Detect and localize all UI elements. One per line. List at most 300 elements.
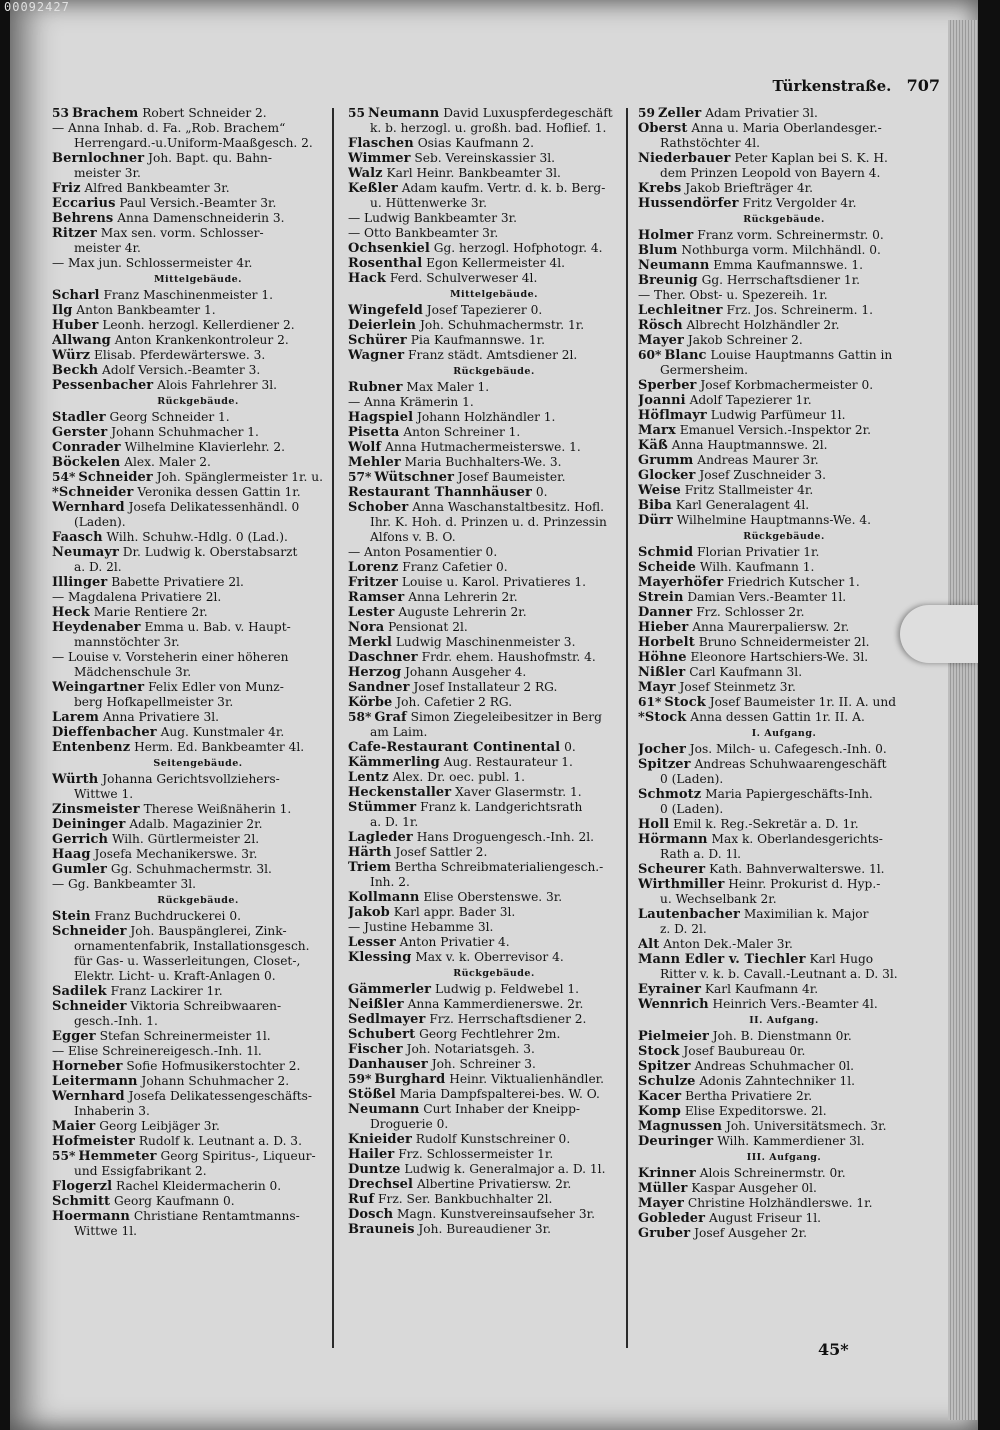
entry-details: Josefa Delikatessengeschäfts- (128, 1089, 313, 1103)
directory-entry (52, 740, 344, 755)
directory-entry (52, 1164, 344, 1179)
entry-details: Max Maler 1. (406, 380, 490, 394)
entry-details: Hans Droguengesch.-Inh. 2l. (416, 830, 594, 844)
directory-entry (52, 196, 344, 211)
entry-details: — Anna Krämerin 1. (348, 395, 474, 409)
directory-entry (52, 560, 344, 575)
directory-entry (638, 635, 930, 650)
directory-entry (52, 847, 344, 862)
entry-details: Germersheim. (660, 363, 749, 377)
resident-name: Schmotz (638, 787, 702, 802)
entry-details: Jos. Milch- u. Cafegesch.-Inh. 0. (689, 742, 887, 756)
resident-name: Höhne (638, 650, 687, 665)
directory-entry (348, 830, 640, 845)
directory-entry (52, 1149, 344, 1164)
entry-details: Anna Hauptmannswe. 2l. (671, 438, 828, 452)
entry-details: Paul Versich.-Beamter 3r. (119, 196, 277, 210)
directory-entry (638, 545, 930, 560)
entry-details: Friedrich Kutscher 1. (727, 575, 860, 589)
entry-details: Albertine Privatiersw. 2r. (416, 1177, 572, 1191)
house-number: 57* (348, 470, 372, 484)
resident-name: Wennrich (638, 997, 709, 1012)
directory-entry (348, 935, 640, 950)
directory-entry (638, 423, 930, 438)
entry-details: Ludwig k. Generalmajor a. D. 1l. (404, 1162, 606, 1176)
directory-entry (348, 333, 640, 348)
resident-name: Lentz (348, 770, 389, 785)
directory-entry (348, 1147, 640, 1162)
entry-details: Gg. Herrschaftsdiener 1r. (701, 273, 861, 287)
resident-name: Grumm (638, 453, 694, 468)
entry-details: Franz Buchdruckerei 0. (94, 909, 241, 923)
resident-name: Schubert (348, 1027, 416, 1042)
resident-name: Hörmann (638, 832, 708, 847)
directory-entry (348, 997, 640, 1012)
directory-entry (52, 635, 344, 650)
entry-details: dem Prinzen Leopold von Bayern 4. (660, 166, 881, 180)
resident-name: Friz (52, 181, 81, 196)
entry-details: Josef Sattler 2. (395, 845, 488, 859)
directory-entry (638, 847, 930, 862)
directory-entry (638, 258, 930, 273)
directory-entry (638, 982, 930, 997)
directory-entry (348, 725, 640, 740)
resident-name: Hoermann (52, 1209, 130, 1224)
resident-name: Merkl (348, 635, 392, 650)
house-number: 54* (52, 470, 76, 484)
entry-details: Elisab. Pferdewärterswe. 3. (94, 348, 266, 362)
entry-details: Heinrich Vers.-Beamter 4l. (712, 997, 878, 1011)
resident-name: Beckh (52, 363, 99, 378)
directory-entry (52, 605, 344, 620)
resident-name: Mehler (348, 455, 401, 470)
entry-details: Inh. 2. (370, 875, 410, 889)
directory-entry (52, 363, 344, 378)
resident-name: Nißler (638, 665, 686, 680)
resident-name: Knieider (348, 1132, 412, 1147)
directory-entry (52, 1059, 344, 1074)
resident-name: Blum (638, 243, 678, 258)
resident-name: Hagspiel (348, 410, 414, 425)
entry-details: Rachel Kleidermacherin 0. (116, 1179, 282, 1193)
entry-details: meister 4r. (74, 241, 141, 255)
directory-entry (52, 211, 344, 226)
resident-name: Wernhard (52, 500, 125, 515)
resident-name: Biba (638, 498, 672, 513)
directory-entry (348, 815, 640, 830)
section-heading: Seitengebäude. (153, 758, 243, 769)
directory-entry (52, 1104, 344, 1119)
directory-entry (638, 937, 930, 952)
entry-details: — Ludwig Bankbeamter 3r. (348, 211, 518, 225)
entry-details: Adolf Tapezierer 1r. (689, 393, 812, 407)
resident-name: Maier (52, 1119, 96, 1134)
entry-details: Robert Schneider 2. (142, 106, 267, 120)
resident-name: Neumann (638, 258, 710, 273)
entry-details: Bertha Schreibmaterialiengesch.- (394, 860, 604, 874)
directory-entry (52, 939, 344, 954)
directory-entry (52, 969, 344, 984)
entry-details: Auguste Lehrerin 2r. (398, 605, 527, 619)
directory-entry (52, 650, 344, 665)
entry-details: Veronika dessen Gattin 1r. (137, 485, 301, 499)
entry-details: Joh. Universitätsmech. 3r. (725, 1119, 887, 1133)
entry-details: Joh. Cafetier 2 RG. (396, 695, 513, 709)
directory-entry (638, 468, 930, 483)
directory-entry (348, 680, 640, 695)
entry-details: Heinr. Prokurist d. Hyp.- (728, 877, 881, 891)
resident-name: Gämmerler (348, 982, 432, 997)
entry-details: Josef Zuschneider 3. (699, 468, 826, 482)
entry-details: Anna Damenschneiderin 3. (117, 211, 285, 225)
entry-details: Ludwig p. Feldwebel 1. (435, 982, 580, 996)
entry-details: Josef Baumeister. (457, 470, 566, 484)
resident-name: Jocher (638, 742, 686, 757)
resident-name: Rosenthal (348, 256, 423, 271)
resident-name: Schmid (638, 545, 694, 560)
resident-name: Wernhard (52, 1089, 125, 1104)
house-number: 60* (638, 348, 662, 362)
resident-name: Marx (638, 423, 676, 438)
directory-entry (638, 997, 930, 1012)
column-3 (638, 106, 930, 1241)
resident-name: Gerrich (52, 832, 109, 847)
resident-name: Faasch (52, 530, 103, 545)
entry-details: Inhaberin 3. (74, 1104, 150, 1118)
entry-details: Anton Dek.-Maler 3r. (663, 937, 793, 951)
entry-details: Therese Weißnäherin 1. (143, 802, 292, 816)
resident-name: Deierlein (348, 318, 417, 333)
section-heading: Mittelgebäude. (450, 289, 538, 300)
entry-details: Ritter v. k. b. Cavall.-Leutnant a. D. 3l. (660, 967, 898, 981)
directory-entry (348, 136, 640, 151)
entry-details: Andreas Schuhmacher 0l. (694, 1059, 855, 1073)
entry-details: Karl Kaufmann 4r. (704, 982, 819, 996)
entry-details: Ludwig Parfümeur 1l. (710, 408, 846, 422)
entry-details: Joh. B. Dienstmann 0r. (712, 1029, 852, 1043)
directory-entry (52, 1014, 344, 1029)
entry-details: Anton Privatier 4. (399, 935, 510, 949)
entry-details: Jakob Briefträger 4r. (685, 181, 813, 195)
resident-name: Würth (52, 772, 99, 787)
entry-details: Dr. Ludwig k. Oberstabsarzt (122, 545, 298, 559)
column-1 (52, 106, 344, 1239)
resident-name: Zinsmeister (52, 802, 140, 817)
entry-details: Aug. Kunstmaler 4r. (160, 725, 285, 739)
directory-entry (348, 1192, 640, 1207)
entry-details: Anna dessen Gattin 1r. II. A. (690, 710, 865, 724)
entry-details: Franz Maschinenmeister 1. (103, 288, 273, 302)
entry-details: meister 3r. (74, 166, 141, 180)
entry-details: Josef Ausgeher 2r. (694, 1226, 807, 1240)
entry-details: für Gas- u. Wasserleitungen, Closet-, (74, 954, 301, 968)
section-heading: Rückgebäude. (157, 895, 239, 906)
directory-entry (52, 425, 344, 440)
entry-details: am Laim. (370, 725, 428, 739)
entry-details: Anna Privatiere 3l. (102, 710, 219, 724)
entry-details: Wilh. Schuhw.-Hdlg. 0 (Lad.). (106, 530, 288, 544)
directory-entry (638, 1029, 930, 1044)
resident-name: Lesser (348, 935, 396, 950)
section-heading: Rückgebäude. (743, 214, 825, 225)
section-heading: II. Aufgang. (749, 1015, 819, 1026)
entry-details: z. D. 2l. (660, 922, 707, 936)
resident-name: Neumann (367, 106, 440, 121)
directory-entry (638, 1119, 930, 1134)
directory-entry (52, 136, 344, 151)
directory-entry (348, 241, 640, 256)
resident-name: *Schneider (52, 485, 134, 500)
entry-details: Bertha Privatiere 2r. (685, 1089, 813, 1103)
entry-details: Josef Baubureau 0r. (683, 1044, 806, 1058)
resident-name: Sperber (638, 378, 697, 393)
directory-entry (348, 665, 640, 680)
entry-details: Georg Fechtlehrer 2m. (419, 1027, 561, 1041)
directory-entry (638, 560, 930, 575)
directory-entry (52, 226, 344, 241)
entry-details: k. b. herzogl. u. großh. bad. Hoflief. 1. (370, 121, 607, 135)
entry-details: Elise Oberstenswe. 3r. (423, 890, 563, 904)
directory-entry (638, 772, 930, 787)
entry-details: Egon Kellermeister 4l. (426, 256, 565, 270)
resident-name: Breunig (638, 273, 698, 288)
entry-details: Felix Edler von Munz- (148, 680, 284, 694)
directory-entry (348, 1057, 640, 1072)
directory-entry (638, 742, 930, 757)
resident-name: Weingartner (52, 680, 145, 695)
resident-name: Fischer (348, 1042, 403, 1057)
directory-entry (52, 695, 344, 710)
directory-entry (348, 1012, 640, 1027)
entry-details: Herrengard.-u.Uniform-Maaßgesch. 2. (74, 136, 313, 150)
resident-name: Hailer (348, 1147, 395, 1162)
directory-entry (52, 303, 344, 318)
entry-details: 0. (564, 740, 576, 754)
directory-entry (52, 710, 344, 725)
resident-name: Schneider (52, 924, 127, 939)
entry-details: Anna Kammerdienerswe. 2r. (407, 997, 584, 1011)
entry-details: Magn. Kunstvereinsaufseher 3r. (397, 1207, 595, 1221)
resident-name: Krebs (638, 181, 682, 196)
resident-name: Oberst (638, 121, 688, 136)
entry-details: Fritz Stallmeister 4r. (684, 483, 814, 497)
directory-entry (52, 590, 344, 605)
resident-name: Strein (638, 590, 684, 605)
directory-entry (348, 151, 640, 166)
house-number: 53 (52, 106, 69, 120)
directory-entry (52, 1074, 344, 1089)
resident-name: Scheurer (638, 862, 706, 877)
resident-name: Wimmer (348, 151, 411, 166)
entry-details: a. D. 1r. (370, 815, 419, 829)
directory-entry (348, 318, 640, 333)
directory-entry (638, 228, 930, 243)
resident-name: Mayr (638, 680, 676, 695)
entry-details: Johann Ausgeher 4. (405, 665, 527, 679)
house-number: 61* (638, 695, 662, 709)
entry-details: 0. (535, 485, 548, 499)
entry-details: Emil k. Reg.-Sekretär a. D. 1r. (673, 817, 859, 831)
directory-entry (638, 303, 930, 318)
directory-entry (638, 757, 930, 772)
entry-details: Adonis Zahntechniker 1l. (699, 1074, 855, 1088)
resident-name: Lechleitner (638, 303, 723, 318)
entry-details: und Essigfabrikant 2. (74, 1164, 207, 1178)
entry-details: Anna Maurerpaliersw. 2r. (692, 620, 850, 634)
resident-name: Mayerhöfer (638, 575, 724, 590)
house-number: 59* (348, 1072, 372, 1086)
entry-details: — Otto Bankbeamter 3r. (348, 226, 499, 240)
resident-name: Gerster (52, 425, 108, 440)
resident-name: Deininger (52, 817, 126, 832)
entry-details: Leonh. herzogl. Kellerdiener 2. (102, 318, 295, 332)
directory-entry (348, 226, 640, 241)
entry-details: Curt Inhaber der Kneipp- (423, 1102, 581, 1116)
entry-details: Droguerie 0. (370, 1117, 449, 1131)
entry-details: Damian Vers.-Beamter 1l. (687, 590, 847, 604)
directory-entry (348, 635, 640, 650)
directory-entry (638, 862, 930, 877)
directory-entry (348, 605, 640, 620)
directory-entry (638, 151, 930, 166)
entry-details: Joh. Bauspänglerei, Zink- (130, 924, 287, 938)
directory-entry (348, 890, 640, 905)
resident-name: Nora (348, 620, 385, 635)
directory-entry (348, 740, 640, 755)
resident-name: Huber (52, 318, 99, 333)
directory-entry (348, 425, 640, 440)
directory-entry (348, 530, 640, 545)
resident-name: Heck (52, 605, 90, 620)
directory-entry (638, 483, 930, 498)
resident-name: Schneider (52, 999, 127, 1014)
resident-name: Niederbauer (638, 151, 731, 166)
directory-entry (52, 500, 344, 515)
directory-entry (348, 785, 640, 800)
entry-details: Frz. Schlosser 2r. (696, 605, 805, 619)
entry-details: — Anna Inhab. d. Fa. „Rob. Brachem“ (52, 121, 286, 135)
resident-name: Klessing (348, 950, 412, 965)
street-name: Türkenstraße. (772, 77, 892, 95)
entry-details: Carl Kaufmann 3l. (689, 665, 803, 679)
section-heading: Rückgebäude. (453, 366, 535, 377)
resident-name: Mann Edler v. Tiechler (638, 952, 806, 967)
resident-name: Zeller (657, 106, 702, 121)
directory-entry (638, 787, 930, 802)
entry-details: Gg. herzogl. Hofphotogr. 4. (433, 241, 603, 255)
entry-details: Alfons v. B. O. (370, 530, 456, 544)
resident-name: Pisetta (348, 425, 400, 440)
resident-name: Rösch (638, 318, 683, 333)
entry-details: Franz Cafetier 0. (402, 560, 508, 574)
directory-entry (638, 967, 930, 982)
resident-name: Stock (664, 695, 706, 710)
directory-entry (52, 862, 344, 877)
entry-details: Georg Schneider 1. (109, 410, 230, 424)
entry-details: Franz städt. Amtsdiener 2l. (408, 348, 578, 362)
entry-details: Aug. Restaurateur 1. (443, 755, 573, 769)
entry-details: Frz. Jos. Schreinerm. 1. (726, 303, 873, 317)
resident-name: Mayer (638, 1196, 684, 1211)
directory-entry (52, 832, 344, 847)
entry-details: Joh. Notariatsgeh. 3. (406, 1042, 535, 1056)
directory-entry (52, 1044, 344, 1059)
entry-details: Josef Baumeister 1r. II. A. und (709, 695, 897, 709)
entry-details: Alois Fahrlehrer 3l. (157, 378, 277, 392)
resident-name: Duntze (348, 1162, 401, 1177)
directory-entry (348, 920, 640, 935)
directory-entry (348, 545, 640, 560)
column-2 (348, 106, 640, 1237)
entry-details: Elektr. Licht- u. Kraft-Anlagen 0. (74, 969, 276, 983)
directory-entry (52, 877, 344, 892)
directory-entry (638, 513, 930, 528)
directory-entry (348, 106, 640, 121)
entry-details: Johann Schuhmacher 2. (141, 1074, 290, 1088)
entry-details: Gg. Schuhmachermstr. 3l. (110, 862, 272, 876)
entry-details: Heinr. Viktualienhändler. (449, 1072, 605, 1086)
resident-name: Kacer (638, 1089, 682, 1104)
directory-entry (638, 1181, 930, 1196)
entry-details: Anna Hutmachermeisterswe. 1. (385, 440, 581, 454)
directory-entry (52, 241, 344, 256)
directory-entry (52, 924, 344, 939)
entry-details: Albrecht Holzhändler 2r. (686, 318, 840, 332)
entry-details: Karl Generalagent 4l. (675, 498, 810, 512)
section-heading: Rückgebäude. (453, 968, 535, 979)
resident-name: Spitzer (638, 1059, 691, 1074)
directory-entry (638, 1104, 930, 1119)
resident-name: Brachem (71, 106, 139, 121)
directory-entry (638, 952, 930, 967)
entry-details: Andreas Schuhwaarengeschäft (694, 757, 887, 771)
directory-entry (52, 1134, 344, 1149)
resident-name: Keßler (348, 181, 398, 196)
directory-entry (52, 665, 344, 680)
directory-entry (638, 575, 930, 590)
resident-name: Scharl (52, 288, 100, 303)
house-number: 55* (52, 1149, 76, 1163)
directory-entry (638, 695, 930, 710)
resident-name: Illinger (52, 575, 108, 590)
resident-name: Horneber (52, 1059, 123, 1074)
resident-name: Glocker (638, 468, 696, 483)
directory-entry (348, 271, 640, 286)
directory-entry (52, 410, 344, 425)
directory-entry (348, 1222, 640, 1237)
resident-name: Gobleder (638, 1211, 706, 1226)
resident-name: Blanc (664, 348, 707, 363)
resident-name: Fritzer (348, 575, 398, 590)
entry-details: Karl Hugo (809, 952, 874, 966)
entry-details: Rudolf Kunstschreiner 0. (415, 1132, 571, 1146)
scan-id: 00092427 (4, 0, 70, 14)
entry-details: Anton Schreiner 1. (403, 425, 521, 439)
resident-name: Flogerzl (52, 1179, 113, 1194)
directory-entry (638, 166, 930, 181)
directory-entry (348, 500, 640, 515)
resident-name: Dürr (638, 513, 673, 528)
directory-entry (52, 440, 344, 455)
resident-name: Stößel (348, 1087, 396, 1102)
resident-name: Deuringer (638, 1134, 714, 1149)
resident-name: Sandner (348, 680, 410, 695)
entry-details: ornamentenfabrik, Installationsgesch. (74, 939, 310, 953)
resident-name: Stock (638, 1044, 680, 1059)
directory-entry (52, 106, 344, 121)
resident-name: Schürer (348, 333, 407, 348)
resident-name: Bernlochner (52, 151, 145, 166)
